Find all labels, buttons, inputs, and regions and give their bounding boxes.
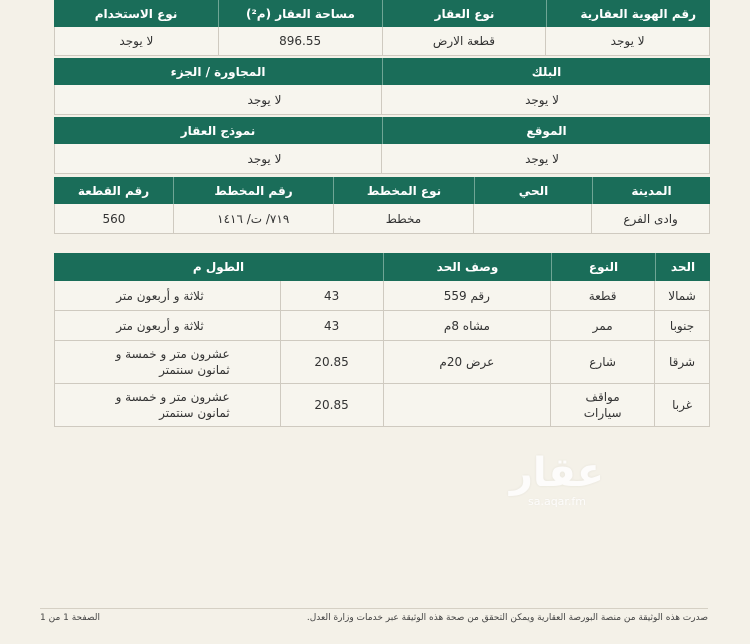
value-property-model: لا يوجد [54,144,381,174]
boundary-type: قطعة [550,281,654,311]
watermark-logo-text: عقار [509,450,605,496]
header-usage-type: نوع الاستخدام [94,6,178,21]
boundary-length-words: ثلاثة و أربعون متر [54,281,280,311]
value-plot-number: 560 [54,204,173,234]
header-plan-number: رقم المخطط [173,177,333,204]
verification-note: صدرت هذه الوثيقة من منصة البورصة العقارية ويمكن التحقق من صحة هذه الوثيقة عبر خدمات وزارة العدل. [306,613,708,623]
boundary-length-number: 20.85 [280,341,383,384]
value-plan-number: ٧١٩/ ت/ ١٤١٦ [173,204,333,234]
value-usage-type: لا يوجد [54,27,218,56]
watermark-url: sa.aqar.fm [527,495,587,508]
header-property-area: مساحة العقار (م²) [218,0,382,27]
property-info-table [54,0,710,56]
value-location: لا يوجد [381,144,709,174]
property-info-values [54,27,710,56]
plan-values [54,204,710,234]
plan-table [54,177,710,234]
header-plan-type: نوع المخطط [333,177,474,204]
boundary-side: غربا [654,384,709,427]
header-boundary: الحد [655,253,710,281]
header-district: الحي [474,177,592,204]
header-property-model: نموذج العقار [180,123,256,138]
value-property-area: 896.55 [218,27,382,56]
value-property-id: لا يوجد [545,27,709,56]
boundary-description: مشاه 8م [383,311,551,341]
table-row [54,311,710,341]
boundary-side: شرقا [654,341,709,384]
header-boundary-type: النوع [551,253,655,281]
property-info-header [54,0,710,27]
boundary-type: ممر [550,311,654,341]
footer-divider [40,608,708,609]
boundary-length-words: عشرون متر و خمسة و ثمانون سنتمتر [54,384,280,427]
boundaries-table [54,253,710,427]
boundary-length-words: عشرون متر و خمسة و ثمانون سنتمتر [54,341,280,384]
header-location: الموقع [382,117,710,144]
header-length: الطول م [192,260,245,274]
table-row [54,384,710,427]
boundary-length-words: ثلاثة و أربعون متر [54,311,280,341]
boundaries-header [54,253,710,281]
header-property-type: نوع العقار [382,0,546,27]
header-property-id: رقم الهوية العقارية [546,0,710,27]
boundary-side: جنوبا [654,311,709,341]
location-header [54,117,710,144]
header-block: البلك [382,58,710,85]
value-district [473,204,591,234]
boundary-length-number: 43 [280,311,383,341]
boundary-length-number: 43 [280,281,383,311]
table-row [54,341,710,384]
boundary-description: رقم 559 [383,281,551,311]
location-values [54,144,710,174]
header-city: المدينة [592,177,710,204]
value-neighborhood-part: لا يوجد [54,85,381,115]
boundary-description: عرض 20م [383,341,551,384]
block-values [54,85,710,115]
header-boundary-description: وصف الحد [383,253,551,281]
plan-header [54,177,710,204]
document-footer [40,613,708,623]
value-plan-type: مخطط [333,204,474,234]
boundary-length-number: 20.85 [280,384,383,427]
value-block: لا يوجد [381,85,709,115]
boundary-side: شمالا [654,281,709,311]
aqar-watermark [497,450,617,508]
header-plot-number: رقم القطعة [77,183,150,198]
boundary-type: مواقف سيارات [550,384,654,427]
table-row [54,281,710,311]
block-header [54,58,710,85]
page-number: الصفحة 1 من 1 [40,613,100,623]
header-neighborhood-part: المجاورة / الجزء [170,64,266,79]
boundary-description [383,384,551,427]
location-table [54,117,710,174]
block-table [54,58,710,115]
value-property-type: قطعة الارض [382,27,546,56]
value-city: وادى الفرع [591,204,709,234]
boundary-type: شارع [550,341,654,384]
